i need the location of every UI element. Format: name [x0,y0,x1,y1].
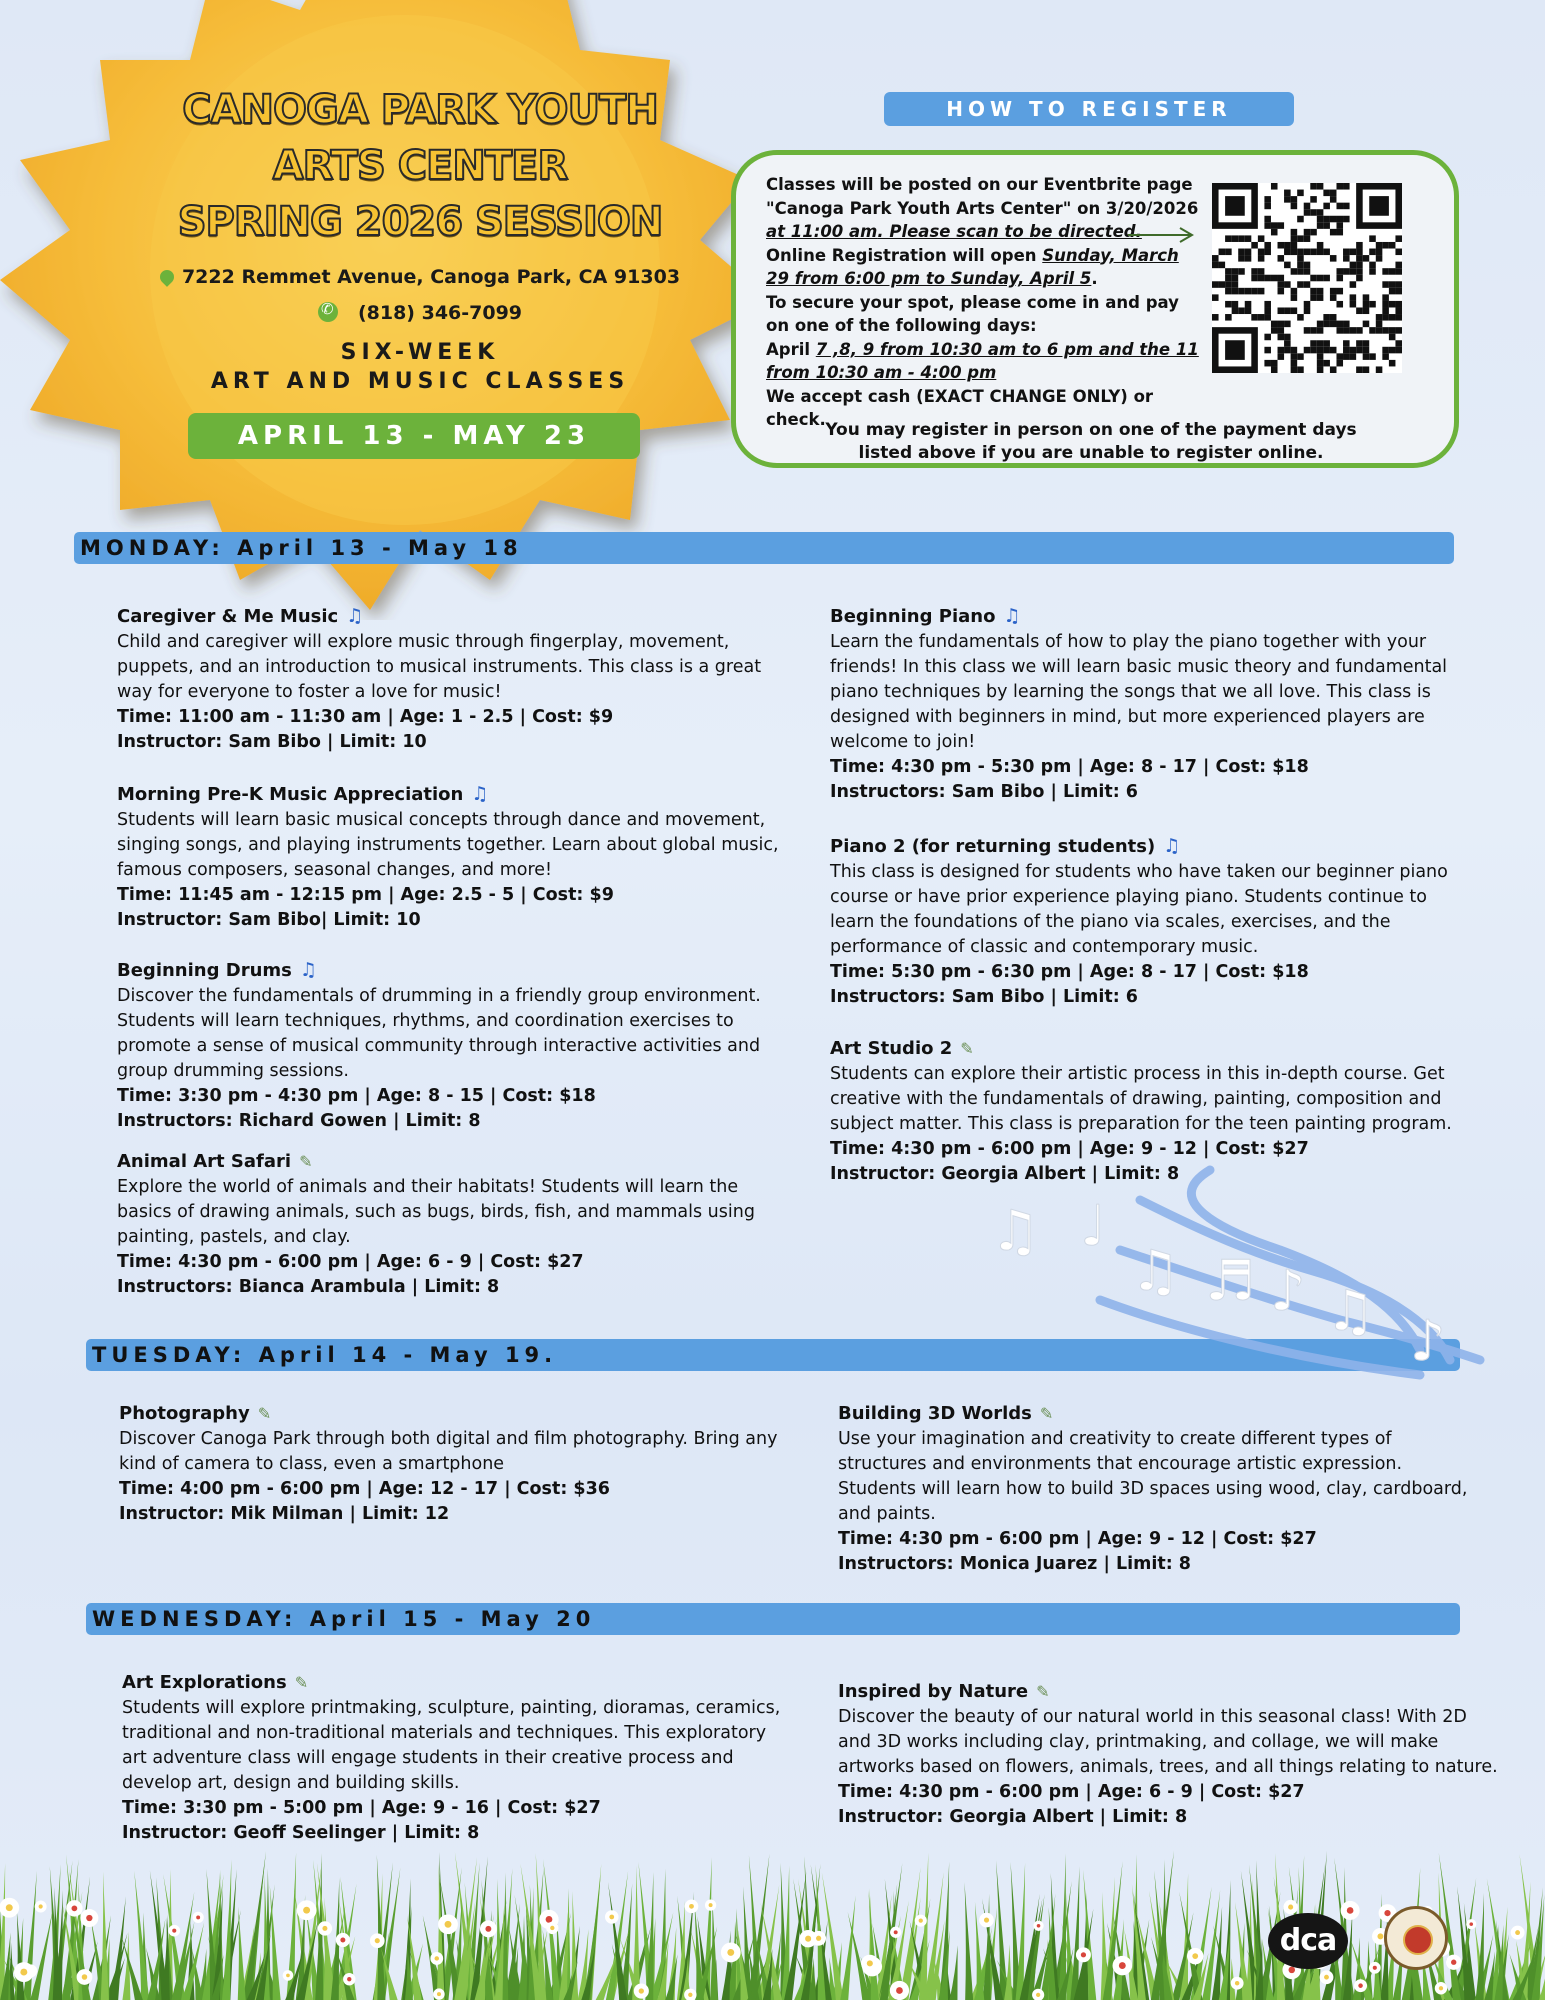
paintbrush-icon: ✎ [294,1673,309,1692]
music-note-icon: ♫ [471,783,489,805]
music-note-icon: ♫ [1163,835,1181,857]
class-building-3d-worlds: Building 3D Worlds ✎ Use your imagination and creativity to create different types of structures and environments that encourage artistic expression. Students will learn how to build 3D spaces using wood, clay, cardboard, and paints. Time: 4:30 pm - 6:00 pm | Age: 9 - 12 | Cost: $27 Instructors: Monica Juarez | Limit: 8 [838,1403,1468,1574]
center-name-line1: CANOGA PARK YOUTH [182,87,658,133]
paintbrush-icon: ✎ [257,1404,272,1423]
dca-logo: dca [1268,1913,1348,1969]
music-note-icon: ♫ [346,605,364,627]
svg-text:♫: ♫ [990,1199,1041,1264]
svg-text:♪: ♪ [1410,1309,1446,1374]
class-beginning-piano: Beginning Piano ♫ Learn the fundamentals of how to play the piano together with your friends! In this class we will learn basic music theory and fundamental piano techniques by learning the songs that we all love. This class is designed with beginners in mind, but more experienced players are welcome to join! Time: 4:30 pm - 5:30 pm | Age: 8 - 17 | Cost: $18 Instructors: Sam Bibo | Limit: 6 [830,605,1448,802]
register-p5: We accept cash (EXACT CHANGE ONLY) or check. [766,386,1154,429]
subtitle-line1: SIX-WEEK [340,340,500,365]
music-notes-decoration [980,1160,1500,1390]
svg-text:♩: ♩ [1080,1194,1107,1259]
music-note-icon: ♫ [1003,605,1021,627]
class-art-explorations: Art Explorations ✎ Students will explore printmaking, sculpture, painting, dioramas, ceramics, traditional and non-traditional materials and techniques. This exploratory art adventure class will engage students in their creative process and develop art, design and building skills. Time: 3:30 pm - 5:00 pm | Age: 9 - 16 | Cost: $27 Instructor: Geoff Seelinger | Limit: 8 [122,1672,781,1843]
class-piano-2: Piano 2 (for returning students) ♫ This class is designed for students who have taken our beginner piano course or have prior experience playing piano. Students continue to learn the foundations of the piano via scales, exercises, and the performance of classic and contemporary music. Time: 5:30 pm - 6:30 pm | Age: 8 - 17 | Cost: $18 Instructors: Sam Bibo | Limit: 6 [830,835,1448,1007]
arrow-right-icon [1126,225,1196,245]
register-p1: Classes will be posted on our Eventbrite page "Canoga Park Youth Arts Center" on 3/20/2026 at 11:00 am. Please scan to be directed. [766,175,1199,241]
svg-text:♪: ♪ [1270,1259,1306,1324]
music-note-icon: ♫ [299,959,317,981]
svg-text:♬: ♬ [1205,1249,1256,1314]
session-title: SPRING 2026 SESSION [177,199,663,245]
tuesday-bar: TUESDAY: April 14 - May 19. [86,1339,1460,1371]
city-seal-logo [1384,1906,1448,1970]
register-p2: Online Registration will open Sunday, March 29 from 6:00 pm to Sunday, April 5. [766,245,1179,288]
class-inspired-by-nature: Inspired by Nature ✎ Discover the beauty of our natural world in this seasonal class! With 2D and 3D works including clay, printmaking, and collage, we will make artworks based on flowers, animals, trees, and all things relating to nature. Time: 4:30 pm - 6:00 pm | Age: 6 - 9 | Cost: $27 Instructor: Georgia Albert | Limit: 8 [838,1681,1498,1827]
phone [140,302,700,324]
class-photography: Photography ✎ Discover Canoga Park through both digital and film photography. Bring any kind of camera to class, even a smartphone Time: 4:00 pm - 6:00 pm | Age: 12 - 17 | Cost: $36 Instructor: Mik Milman | Limit: 12 [119,1403,778,1524]
paintbrush-icon: ✎ [1039,1404,1054,1423]
monday-bar: MONDAY: April 13 - May 18 [74,532,1454,564]
register-p3: To secure your spot, please come in and pay on one of the following days: [766,292,1179,335]
register-instructions [766,173,1206,432]
qr-code[interactable] [1212,183,1402,373]
wednesday-bar: WEDNESDAY: April 15 - May 20 [86,1603,1460,1635]
paintbrush-icon: ✎ [1036,1682,1050,1701]
paintbrush-icon: ✎ [299,1152,313,1171]
location-pin-icon [157,267,177,287]
class-art-studio-2: Art Studio 2 ✎ Students can explore their artistic process in this in-depth course. Get creative with the fundamentals of drawing, painting, composition and subject matter. This class is preparation for the teen painting program. Time: 4:30 pm - 6:00 pm | Age: 9 - 12 | Cost: $27 Instructor: Georgia Albert | Limit: 8 [830,1038,1452,1184]
center-name-line2: ARTS CENTER [272,143,568,189]
class-prek-music: Morning Pre-K Music Appreciation ♫ Students will learn basic musical concepts through dance and movement, singing songs, and playing instruments together. Learn about global music, famous composers, seasonal changes, and more! Time: 11:45 am - 12:15 pm | Age: 2.5 - 5 | Cost: $9 Instructor: Sam Bibo| Limit: 10 [117,783,779,930]
register-p4: April 7 ,8, 9 from 10:30 am to 6 pm and the 11 from 10:30 am - 4:00 pm [766,339,1199,382]
subtitle-line2: ART AND MUSIC CLASSES [210,369,630,394]
class-beginning-drums: Beginning Drums ♫ Discover the fundamentals of drumming in a friendly group environment. Students will learn techniques, rhythms, and coordination exercises to promote a sense of musical community through interactive activities and group drumming sessions. Time: 3:30 pm - 4:30 pm | Age: 8 - 15 | Cost: $18 Instructors: Richard Gowen | Limit: 8 [117,959,761,1131]
svg-text:♫: ♫ [1325,1279,1376,1344]
paintbrush-icon: ✎ [960,1039,974,1058]
phone-icon [318,302,338,322]
register-footer: You may register in person on one of the payment days listed above if you are unable to register online. [825,420,1357,463]
session-dates: APRIL 13 - MAY 23 [188,413,640,459]
address [140,266,700,288]
register-box [731,150,1459,468]
svg-text:♫: ♫ [1130,1239,1181,1304]
address-text: 7222 Remmet Avenue, Canoga Park, CA 91303 [181,266,681,288]
register-heading: HOW TO REGISTER [884,92,1294,126]
class-caregiver-music: Caregiver & Me Music ♫ Child and caregiver will explore music through fingerplay, movement, puppets, and an introduction to musical instruments. This class is a great way for everyone to foster a love for music! Time: 11:00 am - 11:30 am | Age: 1 - 2.5 | Cost: $9 Instructor: Sam Bibo | Limit: 10 [117,605,762,752]
class-animal-art-safari: Animal Art Safari ✎ Explore the world of animals and their habitats! Students will learn the basics of drawing animals, such as bugs, birds, fish, and mammals using painting, pastels, and clay. Time: 4:30 pm - 6:00 pm | Age: 6 - 9 | Cost: $27 Instructors: Bianca Arambula | Limit: 8 [117,1151,755,1297]
phone-text: (818) 346-7099 [357,302,523,324]
